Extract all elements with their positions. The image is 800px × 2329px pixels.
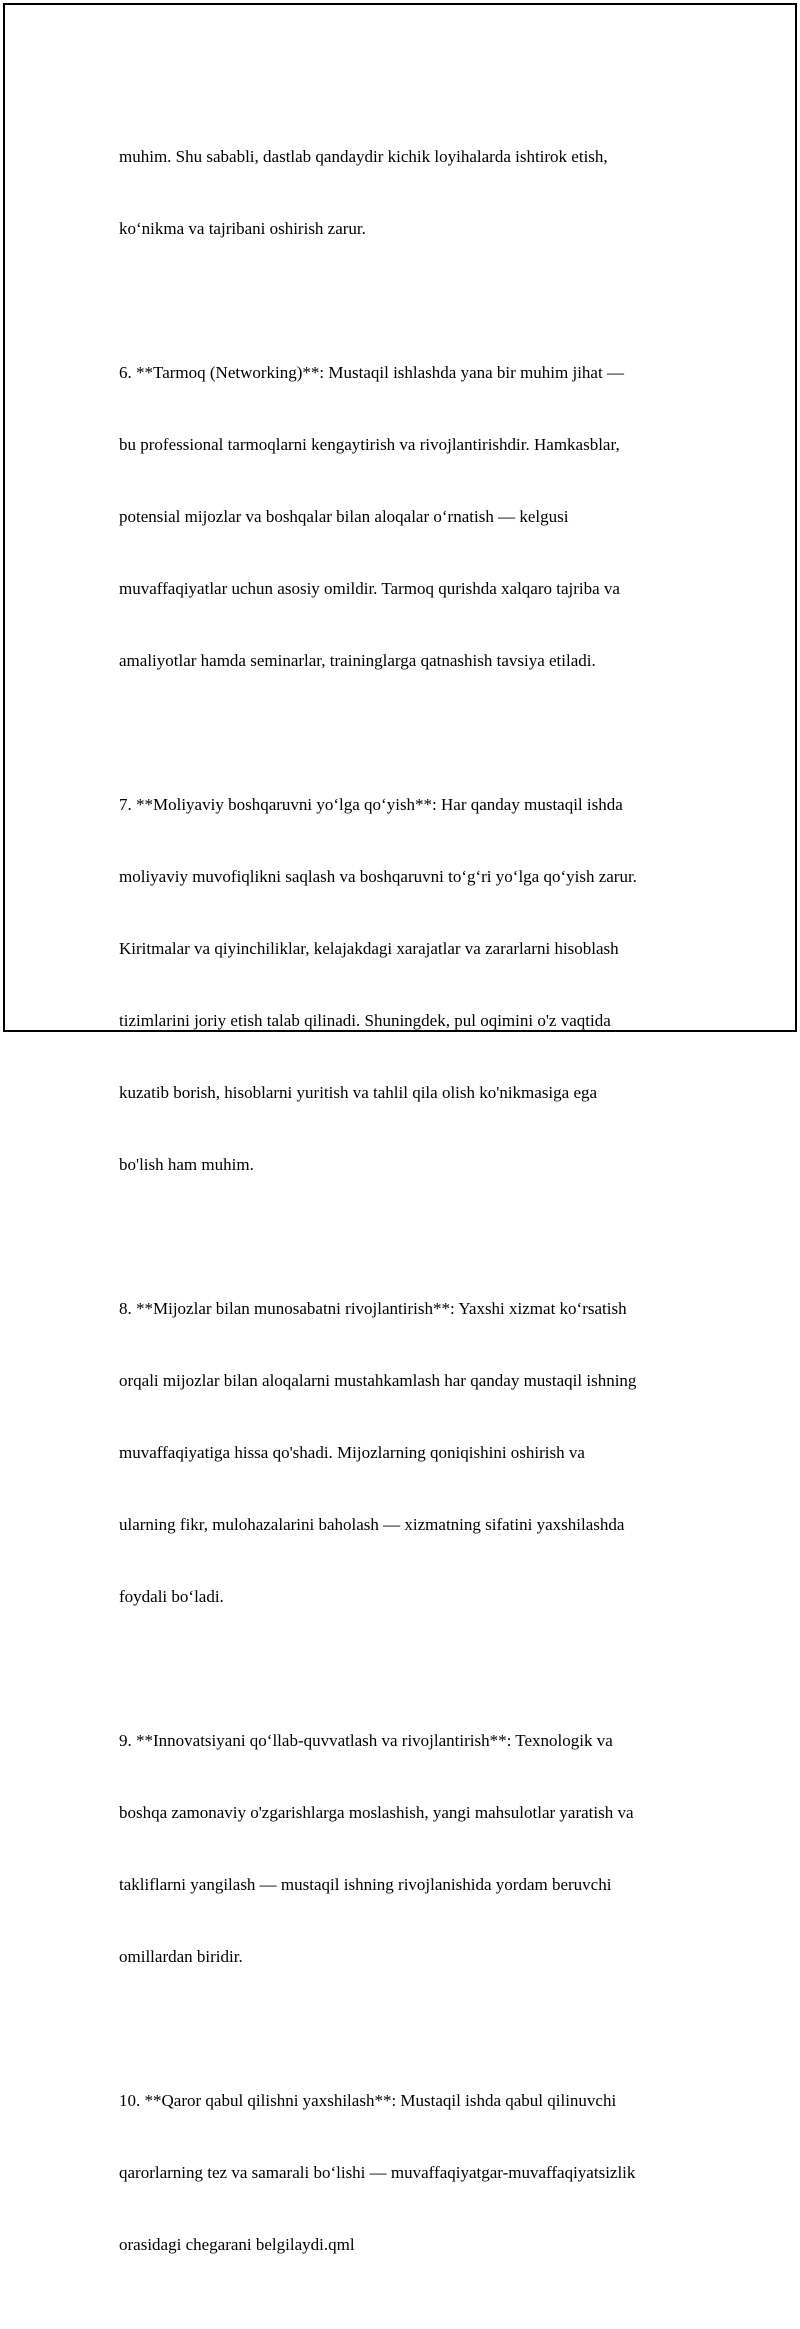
text-line: tizimlarini joriy etish talab qilinadi. Shuningdek, pul oqimini o'z vaqtida [119, 1011, 611, 1030]
text-line: muvaffaqiyatlar uchun asosiy omildir. Tarmoq qurishda xalqaro tajriba va [119, 579, 620, 598]
text-line: Kiritmalar va qiyinchiliklar, kelajakdagi xarajatlar va zararlarni hisoblash [119, 939, 619, 958]
text-line: muvaffaqiyatiga hissa qo'shadi. Mijozlarning qoniqishini oshirish va [119, 1443, 585, 1462]
paragraph-item-7-finance [119, 745, 699, 1225]
text-line: omillardan biridir. [119, 1947, 243, 1966]
text-line: orasidagi chegarani belgilaydi.qml [119, 2235, 355, 2254]
text-line: muhim. Shu sababli, dastlab qandaydir kichik loyihalarda ishtirok etish, [119, 147, 608, 166]
paragraph-intro-continuation [119, 97, 699, 289]
text-line: kuzatib borish, hisoblarni yuritish va tahlil qila olish ko'nikmasiga ega [119, 1083, 598, 1102]
paragraph-item-8-clients [119, 1249, 699, 1657]
text-line: 7. **Moliyaviy boshqaruvni yo‘lga qo‘yish**: Har qanday mustaqil ishda [119, 795, 623, 814]
text-line: 8. **Mijozlar bilan munosabatni rivojlantirish**: Yaxshi xizmat ko‘rsatish [119, 1299, 627, 1318]
text-line: qarorlarning tez va samarali bo‘lishi — muvaffaqiyatgar-muvaffaqiyatsizlik [119, 2163, 636, 2182]
text-line: takliflarni yangilash — mustaqil ishning rivojlanishida yordam beruvchi [119, 1875, 612, 1894]
text-line: bu professional tarmoqlarni kengaytirish va rivojlantirishdir. Hamkasblar, [119, 435, 620, 454]
paragraph-item-9-innovation [119, 1681, 699, 2017]
document-page [3, 3, 797, 2254]
text-line: amaliyotlar hamda seminarlar, traininglarga qatnashish tavsiya etiladi. [119, 651, 596, 670]
document-body [119, 97, 699, 2329]
text-line: orqali mijozlar bilan aloqalarni mustahkamlash har qanday mustaqil ishning [119, 1371, 637, 1390]
text-line: ularning fikr, mulohazalarini baholash — xizmatning sifatini yaxshilashda [119, 1515, 625, 1534]
text-line: 6. **Tarmoq (Networking)**: Mustaqil ishlashda yana bir muhim jihat — [119, 363, 624, 382]
paragraph-item-6-networking [119, 313, 699, 721]
paragraph-item-10-decisions [119, 2041, 699, 2305]
text-line: foydali bo‘ladi. [119, 1587, 224, 1606]
text-line: bo'lish ham muhim. [119, 1155, 254, 1174]
text-line: boshqa zamonaviy o'zgarishlarga moslashish, yangi mahsulotlar yaratish va [119, 1803, 634, 1822]
text-line: ko‘nikma va tajribani oshirish zarur. [119, 219, 366, 238]
text-line: 10. **Qaror qabul qilishni yaxshilash**: Mustaqil ishda qabul qilinuvchi [119, 2091, 617, 2110]
text-line: 9. **Innovatsiyani qo‘llab-quvvatlash va rivojlantirish**: Texnologik va [119, 1731, 613, 1750]
text-line: potensial mijozlar va boshqalar bilan aloqalar o‘rnatish — kelgusi [119, 507, 569, 526]
text-line: moliyaviy muvofiqlikni saqlash va boshqaruvni to‘g‘ri yo‘lga qo‘yish zarur. [119, 867, 637, 886]
